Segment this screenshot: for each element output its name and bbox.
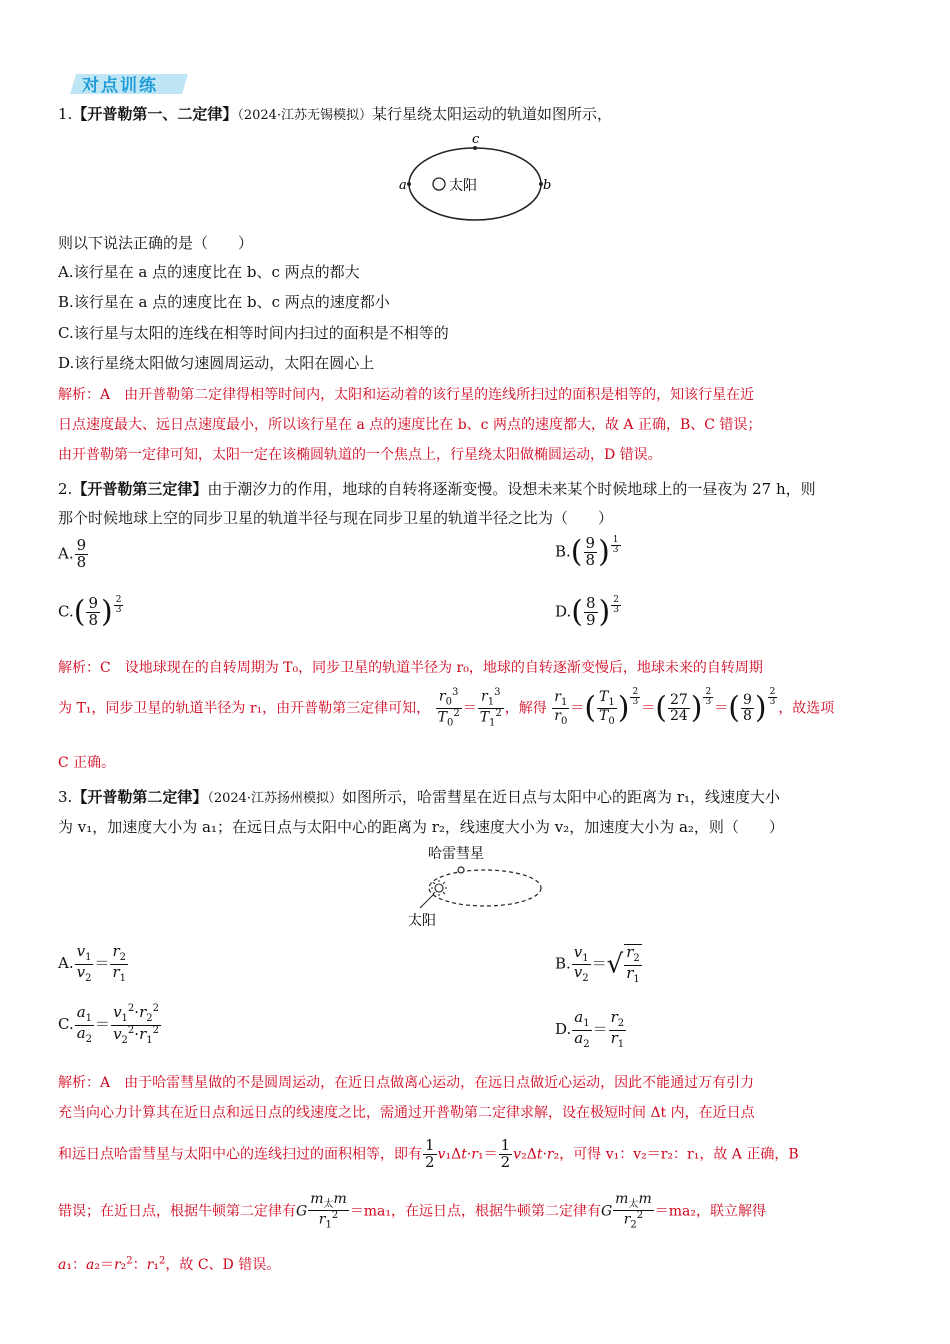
q3-analysis-line3: 和远日点哈雷彗星与太阳中心的连线扫过的面积相等，即有 $\frac{1}{2}$ v₁Δt·r₁＝ $\frac{1}{2}$ v₂Δt·r₂，可得 v₁：v₂＝r₂：r₁，故 A 正确，B bbox=[58, 1136, 799, 1171]
q3-analysis-line5: a₁：a₂＝r₂$^2$：r₁$^2$，故 C、D 错误。 bbox=[58, 1255, 281, 1273]
q1-analysis-line1: 解析：A 由开普勒第二定律得相等时间内，太阳和运动着的该行星的连线所扫过的面积是相等的，知该行星在近 bbox=[58, 387, 755, 403]
q1-option-b: B.该行星在 a 点的速度比在 b、c 两点的速度都小 bbox=[58, 293, 390, 311]
label-a: a bbox=[399, 178, 407, 193]
q3-analysis-line4: 错误；在近日点，根据牛顿第二定律有G $\frac{m_太m}{r_1^2}$ ＝ma₁，在远日点，根据牛顿第二定律有G $\frac{m_太m}{r_2^2}$ ＝ma₂，联立解得 bbox=[58, 1191, 766, 1231]
sun-icon bbox=[435, 884, 443, 892]
q1-analysis-line2: 日点速度最大、远日点速度最小，所以该行星在 a 点的速度比在 b、c 两点的速度都大，故 A 正确，B、C 错误； bbox=[58, 417, 762, 433]
q2-option-a: A. $\frac{9}{8}$ bbox=[58, 536, 87, 571]
q2-stem-line1: 2.【开普勒第三定律】由于潮汐力的作用，地球的自转将逐渐变慢。设想未来某个时候地球上的一昼夜为 27 h，则 bbox=[58, 480, 816, 498]
q3-analysis-line1: 解析：A 由于哈雷彗星做的不是圆周运动，在近日点做离心运动，在远日点做近心运动，因此不能通过万有引力 bbox=[58, 1075, 755, 1091]
q3-stem-line1: 3.【开普勒第二定律】（2024·江苏扬州模拟）如图所示，哈雷彗星在近日点与太阳中心的距离为 r₁，线速度大小 bbox=[58, 788, 781, 806]
q3-comet-figure bbox=[400, 842, 550, 930]
point-a bbox=[407, 182, 411, 186]
label-c: c bbox=[472, 132, 480, 147]
q1-orbit-figure bbox=[395, 132, 565, 222]
q1-stem: 1.【开普勒第一、二定律】（2024·江苏无锡模拟）某行星绕太阳运动的轨道如图所示， bbox=[58, 105, 613, 123]
q1-prompt: 则以下说法正确的是（ ） bbox=[58, 234, 254, 252]
section-title: 对点训练 bbox=[82, 76, 158, 96]
q3-analysis-line2: 充当向心力计算其在近日点和远日点的线速度之比，需通过开普勒第二定律求解，设在极短时间 Δt 内，在近日点 bbox=[58, 1105, 755, 1121]
q2-option-d: D.( $\frac{8}{9}$ ) $\frac{2}{3}$ bbox=[555, 594, 619, 630]
q2-stem-line2: 那个时候地球上空的同步卫星的轨道半径与现在同步卫星的轨道半径之比为（ ） bbox=[58, 509, 614, 527]
q3-option-a: A. $\frac{v_1}{v_2}$ ＝ $\frac{r_2}{r_1}$ bbox=[58, 942, 127, 984]
q1-option-c: C.该行星与太阳的连线在相等时间内扫过的面积是不相等的 bbox=[58, 324, 449, 342]
q1-analysis-line3: 由开普勒第一定律可知，太阳一定在该椭圆轨道的一个焦点上，行星绕太阳做椭圆运动，D 错误。 bbox=[58, 447, 662, 463]
q2-analysis-line3: C 正确。 bbox=[58, 755, 116, 771]
q2-analysis-line1: 解析：C 设地球现在的自转周期为 T₀，同步卫星的轨道半径为 r₀，地球的自转逐渐变慢后，地球未来的自转周期 bbox=[58, 660, 763, 676]
q3-stem-line2: 为 v₁，加速度大小为 a₁；在远日点与太阳中心的距离为 r₂，线速度大小为 v₂，加速度大小为 a₂，则（ ） bbox=[58, 818, 784, 836]
q3-option-d: D. $\frac{a_1}{a_2}$ ＝ $\frac{r_2}{r_1}$ bbox=[555, 1008, 625, 1050]
q3-option-b: B. $\frac{v_1}{v_2}$ ＝√ $\frac{r_2}{r_1}$ bbox=[555, 942, 640, 985]
section-title-banner bbox=[70, 70, 188, 96]
comet-label: 哈雷彗星 bbox=[428, 846, 484, 862]
q1-option-d: D.该行星绕太阳做匀速圆周运动，太阳在圆心上 bbox=[58, 354, 375, 372]
comet-icon bbox=[458, 867, 464, 873]
label-b: b bbox=[543, 178, 552, 193]
q2-analysis-line2: 为 T₁，同步卫星的轨道半径为 r₁，由开普勒第三定律可知， $\frac{r_0^3}{T_0^2}$ ＝ $\frac{r_1^3}{T_1^2}$ ，解得 $\frac{r_1}{r_0}$ ＝( $\frac{T_1}{T_0}$ ) $\frac{2}{3}$ ＝( $\frac{27}{24}$ ) $\frac{2}{3}$ ＝( $\frac{9}{8}$ ) $\frac{2}{3}$ ，故选项 bbox=[58, 687, 835, 729]
sun-label: 太阳 bbox=[408, 913, 436, 929]
q2-option-b: B.( $\frac{9}{8}$ ) $\frac{1}{3}$ bbox=[555, 534, 619, 570]
q3-option-c: C. $\frac{a_1}{a_2}$ ＝ $\frac{v_1^2\cdot r_2^2}{v_2^2\cdot r_1^2}$ bbox=[58, 1003, 159, 1046]
q1-option-a: A.该行星在 a 点的速度比在 b、c 两点的都大 bbox=[58, 263, 360, 281]
q2-option-c: C.( $\frac{9}{8}$ ) $\frac{2}{3}$ bbox=[58, 594, 122, 630]
sun-icon bbox=[433, 178, 445, 190]
sun-label: 太阳 bbox=[449, 178, 477, 194]
